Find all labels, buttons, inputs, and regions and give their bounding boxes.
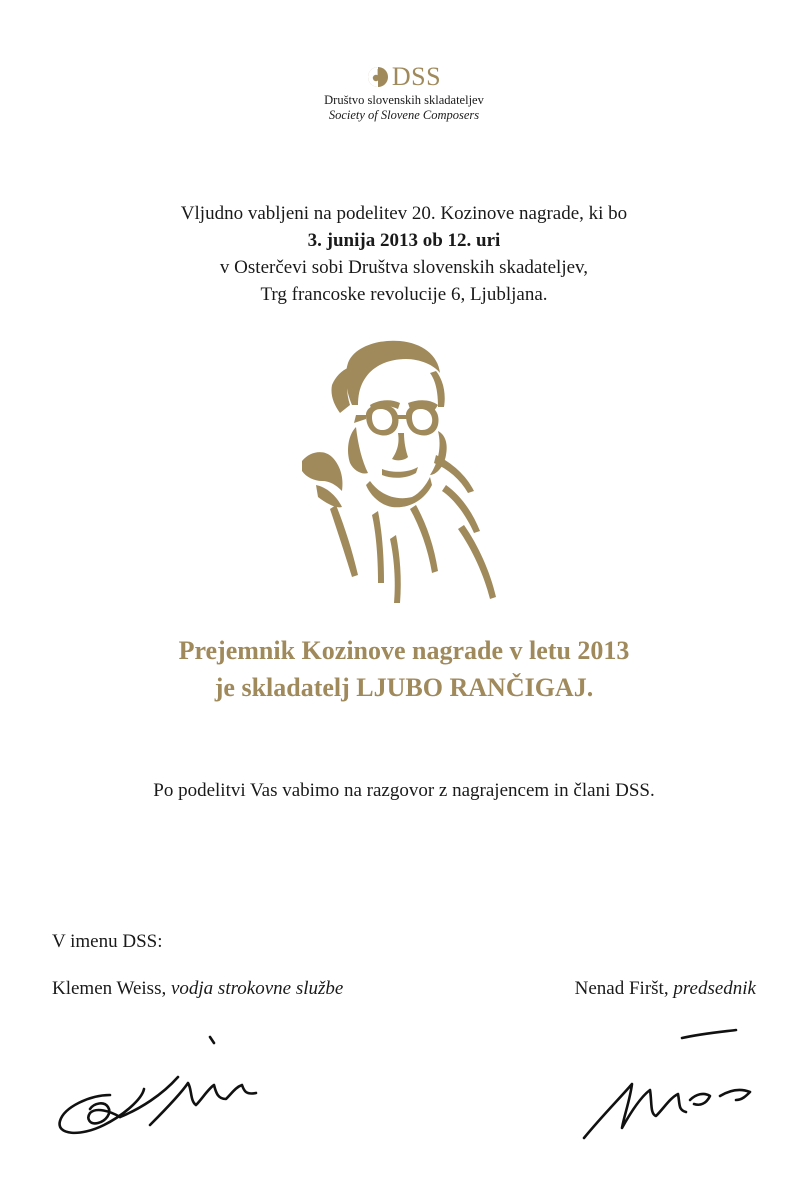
org-name-english: Society of Slovene Composers bbox=[328, 108, 480, 122]
invitation-line-4: Trg francoske revolucije 6, Ljubljana. bbox=[260, 284, 548, 305]
laureate-line-1: Prejemnik Kozinove nagrade v letu 2013 bbox=[178, 636, 630, 665]
right-signatory-name: Nenad Firšt bbox=[574, 978, 664, 999]
left-signature bbox=[50, 1025, 280, 1140]
right-signatory-separator: , bbox=[663, 978, 674, 999]
left-signatory-name: Klemen Weiss bbox=[52, 978, 162, 999]
laureate-line-2: je skladatelj LJUBO RANČIGAJ. bbox=[214, 673, 594, 702]
invitation-line-1: Vljudno vabljeni na podelitev 20. Kozinove nagrade, ki bo bbox=[180, 203, 628, 224]
laureate-announcement bbox=[0, 632, 808, 706]
left-signatory-separator: , bbox=[161, 978, 171, 999]
left-signatory bbox=[52, 978, 343, 1000]
logo-text: DSS bbox=[391, 62, 442, 91]
right-signatory-role: predsednik bbox=[673, 978, 756, 999]
composer-portrait-illustration bbox=[296, 335, 512, 605]
dss-logo bbox=[367, 62, 441, 92]
dss-logo-block bbox=[0, 62, 808, 123]
right-signature bbox=[570, 1020, 770, 1145]
invitation-date: 3. junija 2013 ob 12. uri bbox=[307, 230, 501, 251]
invitation-text bbox=[0, 200, 808, 308]
on-behalf-label: V imenu DSS: bbox=[52, 931, 163, 952]
right-signatory bbox=[575, 978, 756, 1000]
org-name-slovene: Društvo slovenskih skladateljev bbox=[324, 93, 484, 107]
left-signatory-role: vodja strokovne službe bbox=[170, 978, 344, 999]
conversation-note: Po podelitvi Vas vabimo na razgovor z nagrajencem in člani DSS. bbox=[153, 780, 655, 801]
invitation-line-3: v Osterčevi sobi Društva slovenskih skadateljev, bbox=[219, 257, 589, 278]
dss-logo-icon bbox=[367, 66, 389, 88]
